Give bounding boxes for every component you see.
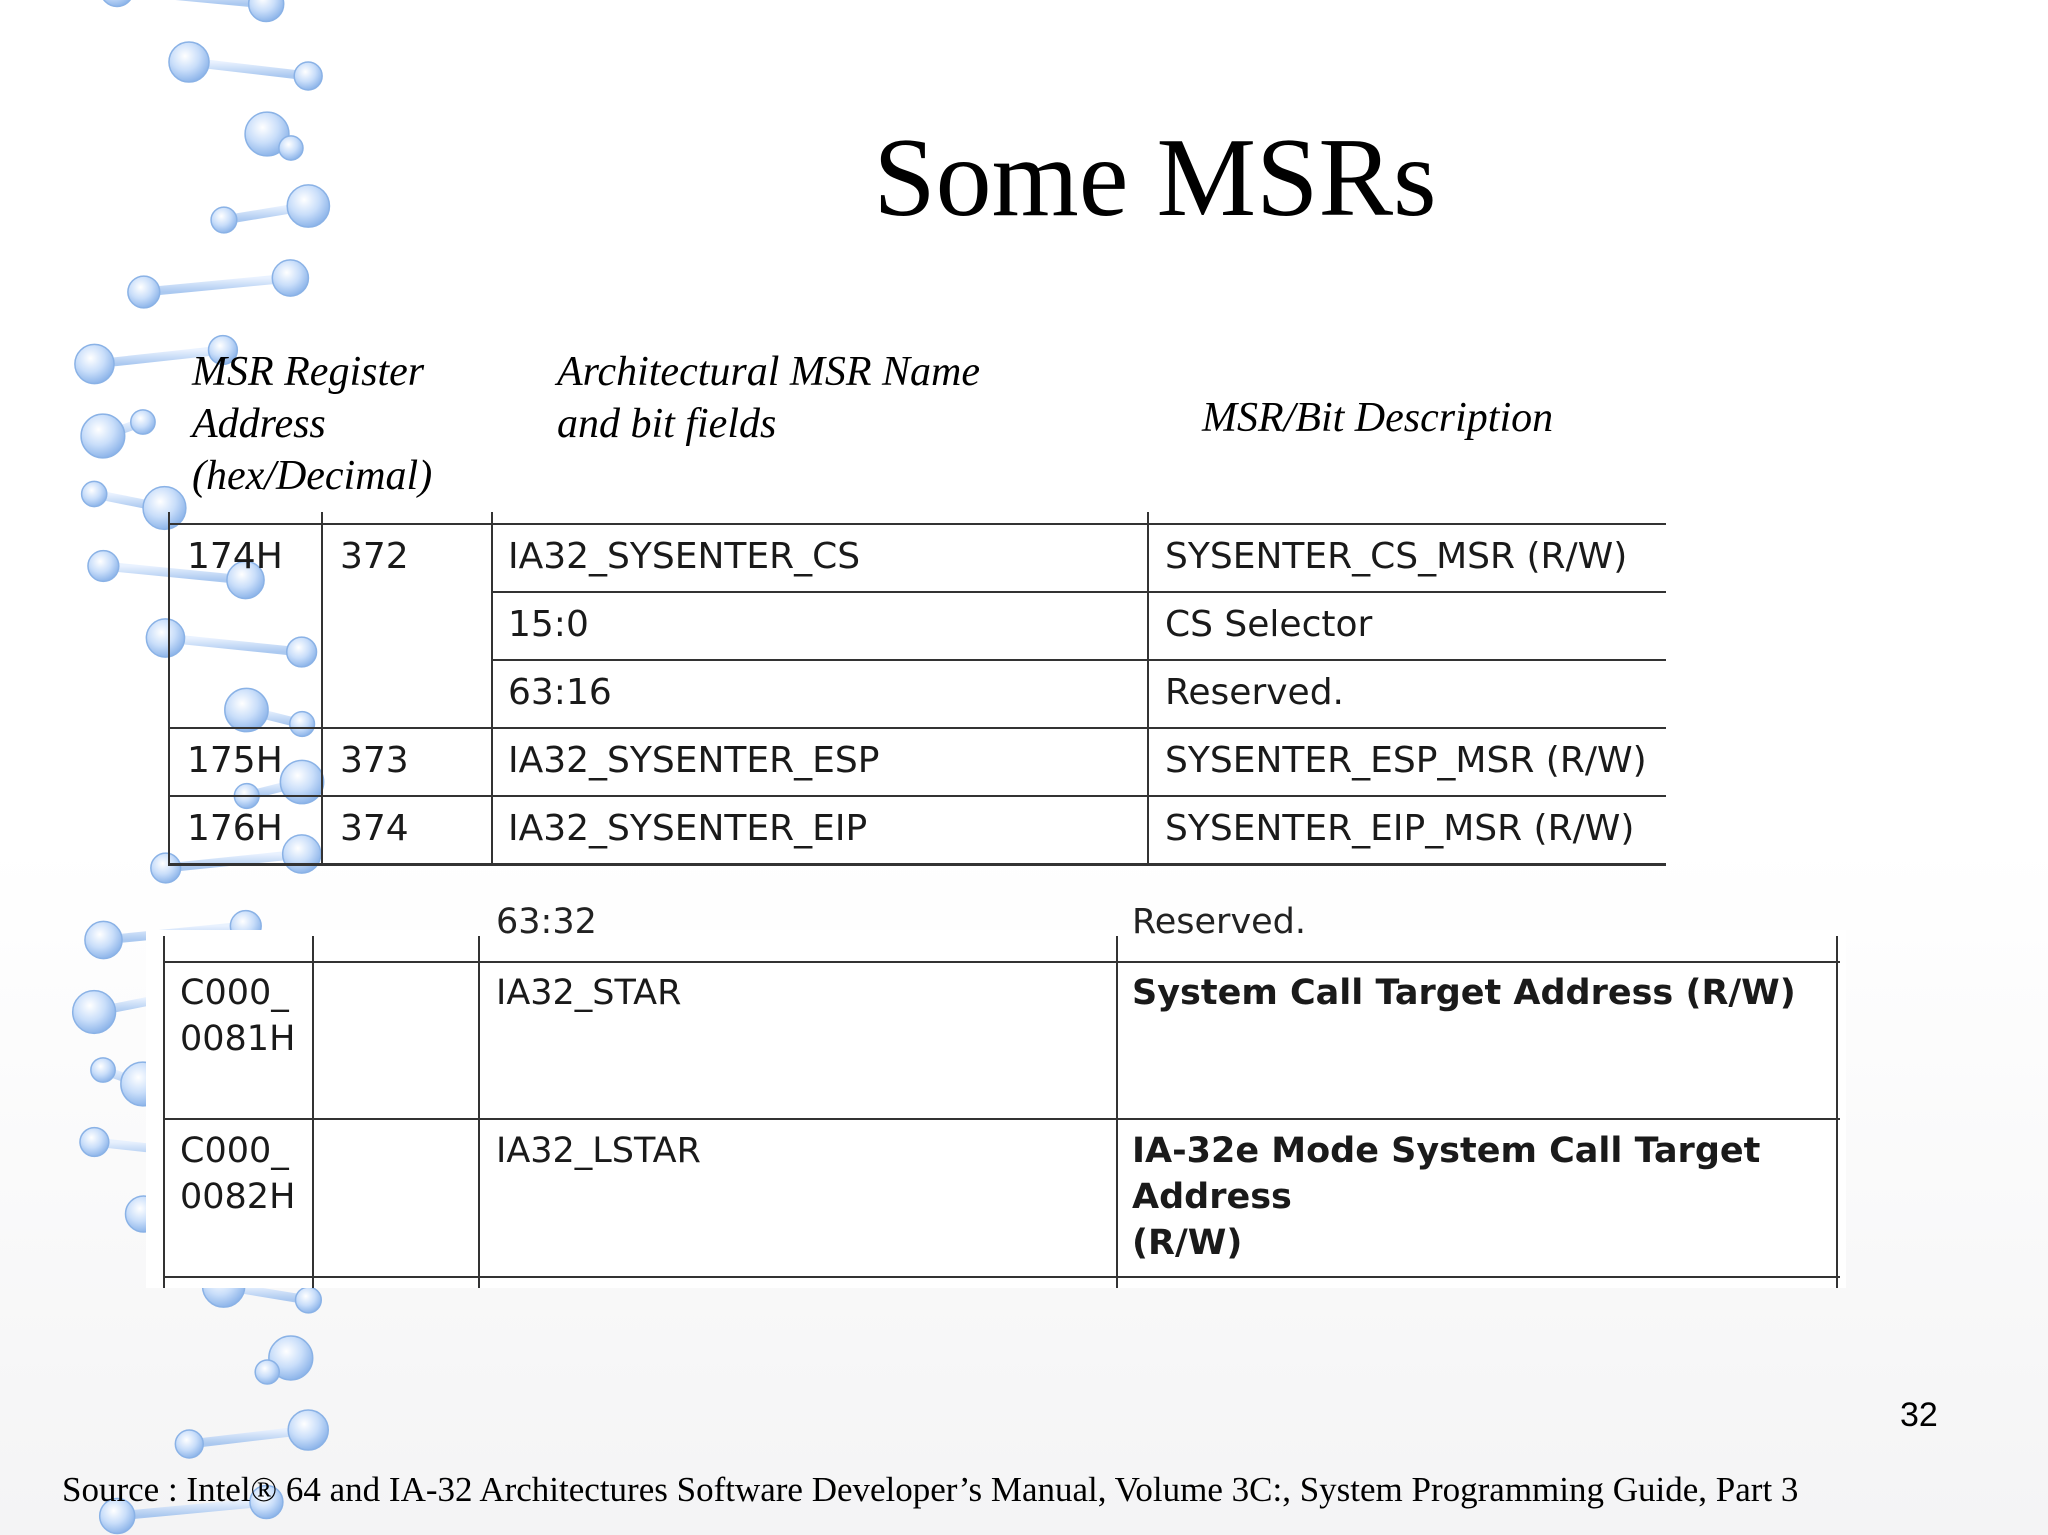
- msr-decimal-address: 373: [340, 740, 409, 781]
- cutoff-description: Reserved.: [1132, 902, 1307, 942]
- msr-decimal-address: 372: [340, 536, 409, 577]
- msr-name: IA32_SYSENTER_ESP: [508, 740, 880, 781]
- msr-bit-field: 15:0: [508, 604, 589, 645]
- msr-description: IA-32e Mode System Call Target Address (R/W): [1132, 1131, 1761, 1263]
- msr-name: IA32_SYSENTER_EIP: [508, 808, 868, 849]
- msr-address: C000_ 0082H: [180, 1131, 296, 1217]
- source-citation: Source : Intel® 64 and IA-32 Architectures Software Developer’s Manual, Volume 3C:, System Programming Guide, Part 3: [62, 1470, 1799, 1509]
- page-number: 32: [1900, 1396, 1938, 1434]
- cutoff-bit-field: 63:32: [496, 902, 597, 942]
- msr-bit-field: 63:16: [508, 672, 612, 713]
- msr-description: CS Selector: [1165, 604, 1373, 645]
- msr-description: SYSENTER_ESP_MSR (R/W): [1165, 740, 1647, 781]
- msr-name: IA32_LSTAR: [496, 1131, 701, 1171]
- header-msr-name: Architectural MSR Name and bit fields: [557, 349, 981, 447]
- slide-title: Some MSRs: [873, 116, 1437, 240]
- msr-description: SYSENTER_CS_MSR (R/W): [1165, 536, 1628, 577]
- msr-address: C000_ 0081H: [180, 973, 296, 1059]
- msr-description: SYSENTER_EIP_MSR (R/W): [1165, 808, 1635, 849]
- dna-helix-decoration: [0, 0, 340, 1535]
- msr-name: IA32_SYSENTER_CS: [508, 536, 861, 577]
- dna-strand: [73, 0, 330, 1534]
- msr-decimal-address: 374: [340, 808, 409, 849]
- msr-hex-address: 176H: [187, 808, 283, 849]
- msr-name: IA32_STAR: [496, 973, 682, 1013]
- msr-description: Reserved.: [1165, 672, 1344, 713]
- msr-hex-address: 175H: [187, 740, 283, 781]
- msr-hex-address: 174H: [187, 536, 283, 577]
- msr-description: System Call Target Address (R/W): [1132, 973, 1796, 1013]
- header-msr-description: MSR/Bit Description: [1202, 395, 1554, 441]
- msr-table-syscall: [146, 902, 1846, 1288]
- header-msr-address: MSR Register Address (hex/Decimal): [192, 349, 433, 499]
